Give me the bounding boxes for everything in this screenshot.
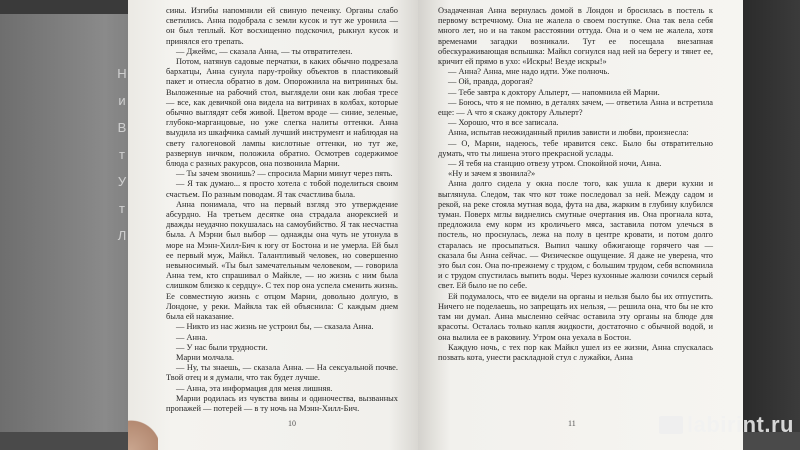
paragraph: — Тебе завтра к доктору Альперт, — напомнила ей Марни.	[448, 87, 660, 97]
paragraph: Каждую ночь, с тех пор как Майкл ушел из ее жизни, Анна спускалась позвать кота, унести раскладной стул с лужайки, Анна	[438, 342, 713, 362]
paragraph: Марни родилась из чувства вины и одиночества, вызванных пропажей — потерей — в ту ночь на Мэнн-Хилл-Бич.	[166, 393, 398, 413]
cover-letter: т	[119, 147, 125, 162]
paragraph: — Джеймс, — сказала Анна, — ты отвратителен.	[176, 46, 353, 56]
cover-letter: У	[117, 174, 127, 189]
cover-letter: т	[119, 201, 125, 216]
cover-letter: и	[118, 93, 126, 108]
cover-letter: Л	[117, 228, 127, 243]
paragraph: Озадаченная Анна вернулась домой в Лондон и бросилась в постель к первому встречному. Она не жалела о своем поступке. Она так вела себя много лет, но и на таком расстоянии оттуда. Она и о чем не жалела, хотя временами загадки возникали. Тут ее посещала внезапная обескураживающая вспышка: Майкл согнулся над ней на берегу и тянет ее, кричит ей прямо в ухо: «Искры! Везде искры!»	[438, 6, 713, 67]
paragraph: — О, Марни, надеюсь, тебе нравится секс. Было бы отвратительно думать, что ты лишена этого прекрасной услады.	[438, 138, 713, 158]
paragraph: — Хорошо, что я все записала.	[448, 118, 559, 128]
cover-letter: Н	[117, 66, 127, 81]
paragraph: сины. Изгибы напомнили ей свиную печенку. Органы слабо светились. Анна подобрала с земли кусок и тут же уронила — он был теплый. Кот восхищенно подскочил, рыкнул кусок и принялся его трепать.	[166, 6, 398, 46]
paragraph: — Боюсь, что я не помню, в деталях зачем, — ответила Анна и встретила еще: — А что я скажу доктору Альперт?	[438, 97, 713, 118]
cover-letter: В	[117, 120, 127, 135]
paragraph: Анна, испытав неожиданный прилив зависти и любви, произнесла:	[448, 128, 689, 138]
paragraph: — Ты зачем звонишь? — спросила Марни минут через пять.	[176, 169, 393, 179]
paragraph: — Никто из нас жизнь не устроил бы, — сказала Анна.	[176, 322, 374, 332]
paragraph: Анна долго сидела у окна после того, как ушла к двери кухни и выглянула. Следом, так что кот тоже последовал за ней. Между садом и рекой, на реке стояла мутная вода, фута на два, жарким в глубину клубился туман. Поверх мглы виднелись смутные очертания ив. Она прогнала кота, предложила ему корм из кроличьего мяса, заставила потом улечься в постель, но проснулась, лежа на полу в центре кровати, и потом долго старалась не просыпаться. Выпил чашку обжигающе горячего чая — сказала бы Анна сейчас. — Физическое ощущение. Я даже не уверена, что это был сон. Она по-прежнему с трудом, с большим трудом, себя вспомнила и с трудом спустилась выпить воды. Через кухонные жалюзи сочился серый свет. Ей было не по себе.	[438, 179, 713, 291]
paragraph: Ей подумалось, что ее видели на органы и нельзя было бы их отпустить. Ничего не поделаешь, но запрещать их нельзя, — решила она, что бы не кто там ни думал. Анна мысленно сейчас оставила эту органы на блюде для красоты. Осталась только капля жидкости, достаточно с обычной водой, и она вылила ее в раковину. Утром она уехала в Бостон.	[438, 291, 713, 342]
paragraph: «Ну и зачем я звонила?»	[448, 169, 536, 179]
watermark	[659, 412, 794, 438]
paragraph: — Я так думаю... я просто хотела с тобой поделиться своим счастьем. По разным поводам. Я так счастлива была.	[166, 179, 398, 199]
paragraph: Марни молчала.	[176, 352, 234, 362]
paragraph: — Ой, правда, дорогая?	[448, 77, 534, 87]
page-number: 10	[288, 419, 296, 428]
left-page	[128, 0, 418, 450]
paragraph: — У нас были трудности.	[176, 342, 268, 352]
paragraph: — Анна.	[176, 332, 208, 342]
thumb	[128, 410, 158, 450]
paragraph: Потом, натянув садовые перчатки, в каких обычно подрезала бархатцы, Анна сунула пару-тройку объектов в пластиковый пакет и отнесла обратно в дом. Опорожнила на витринных бы. Выложенные на рабочий стол, выглядели они как любая тресе — все, как девичкой она видела на витринах в колбах, которые обычно выглядят себя живой. Цветом вроде — синие, зеленые, глубоко-марганцовые, но уже слегка налиты оттенки. Анна выудила из шкафчика самый лучший инструмент и наблюдая на свету галогеновой лампы кислотные оттенки, но тут же, развернув ничком, положила обратно. Осмотрев содержимое блюда с разных ракурсов, она позвонила Марни.	[166, 57, 398, 169]
paragraph: — Ну, ты знаешь, — сказала Анна. — На сексуальной почве. Твой отец и я думали, что так будет лучше.	[166, 363, 398, 383]
paragraph: — Анна, эта информация для меня лишняя.	[176, 383, 333, 393]
page-number: 11	[568, 419, 576, 428]
right-page	[418, 0, 743, 450]
paragraph: Анна понимала, что на первый взгляд это утверждение абсурдно. На третьем десятке она страдала анорексией и дважды неудачно покушалась на самоубийство. Я так несчастна была. А Мэрни был выбор — однажды она чуть не утонула в море на Мэнн-Хилл-Бич к югу от Бостона и не умерла. Ей был ее первый муж, Майкл. Талантливый человек, но совершенно невыносимый. «Ты был замечательным человеком, — говорила Анна тем, кто спрашивал о Майкле, — но жизнь с ним была слишком близко к сердцу». С тех пор она успела сменить жизнь. Ее совместную жизнь с отцом Марни, довольно долгую, в Лондоне, у реки. Майкла так ей объяснила: С каждым днем была ей наказание.	[166, 199, 398, 322]
paragraph: — Анна? Анна, мне надо идти. Уже полночь.	[448, 67, 610, 77]
background-right	[740, 0, 800, 450]
book-icon	[659, 416, 683, 434]
paragraph: — Я тебя на станцию отвезу утром. Спокойной ночи, Анна.	[448, 159, 662, 169]
watermark-text: labirint.ru	[687, 412, 794, 437]
